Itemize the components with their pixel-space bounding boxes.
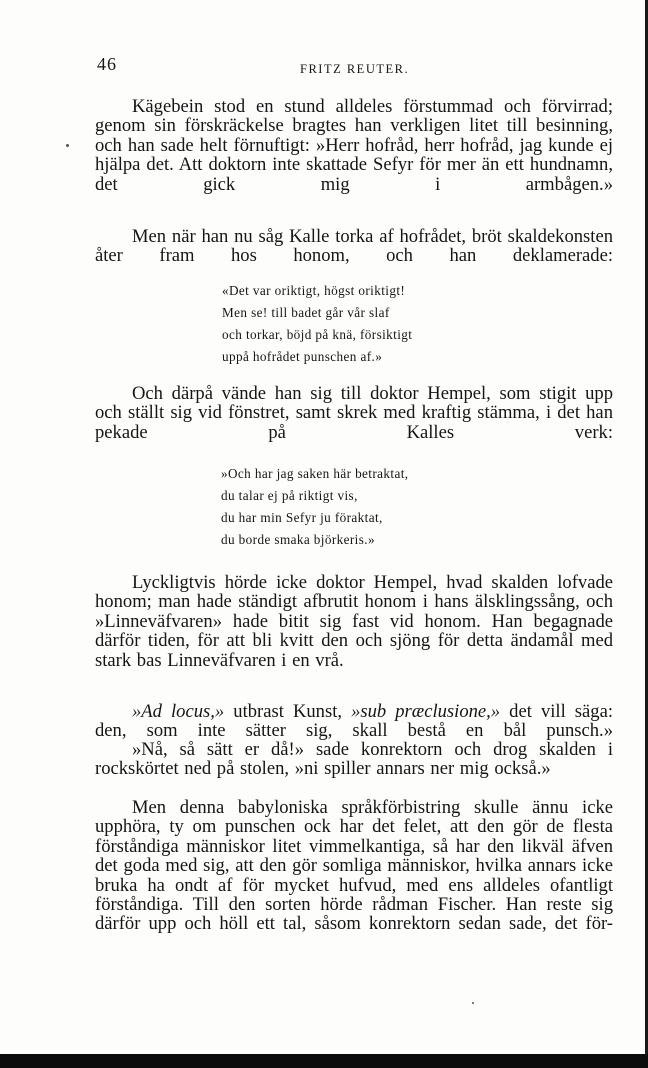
paragraph-4: Lyckligtvis hörde icke doktor Hempel, hvad skalden lofvade honom; man hade ständigt afbrutit honom i hans älsklingssång, och »Linneväfvaren» hade bitit sig fast vid honom. Han begagnade därför tiden, för att bli kvitt den och sjöng för detta ändamål med stark bas Linneväfvaren i en vrå. [95, 572, 613, 671]
paragraph-7: Men denna babyloniska språkförbistring skulle ännu icke upphöra, ty om punschen ock har det felet, att den gör de flesta förståndiga människor litet vimmelkantiga, så har den likväl äfven det goda med sig, att den gör somliga människor, hvilka annars icke bruka ha ondt af för mycket hufvud, med ens alldeles ofantligt förståndiga. Till den sorten hörde rådman Fischer. Han reste sig därför upp och höll ett tal, såsom konrektorn sedan sade, det för- [95, 797, 613, 935]
paragraph-text: utbrast Kunst, [224, 701, 352, 722]
verse-line: du har min Sefyr ju föraktat, [221, 510, 383, 525]
verse-line: uppå hofrådet punschen af.» [222, 349, 383, 364]
running-head: FRITZ REUTER. [300, 62, 410, 76]
paragraph-text: det vill säga: den, som inte sätter sig, skall bestå en bål punsch.» [95, 701, 613, 742]
ink-speck [66, 144, 69, 147]
latin-phrase: »Ad locus,» [132, 701, 225, 722]
verse-line: «Det var oriktigt, högst oriktigt! [222, 283, 406, 298]
verse-line: »Och har jag saken här betraktat, [221, 466, 409, 481]
paragraph-6: »Nå, så sätt er då!» sade konrektorn och drog skalden i rockskörtet ned på stolen, »ni spiller annars ner mig också.» [95, 739, 613, 780]
verse-line: du talar ej på riktigt vis, [221, 488, 358, 503]
verse-stanza-2 [221, 463, 409, 551]
scan-edge-bottom [0, 1054, 648, 1068]
paragraph-2: Men när han nu såg Kalle torka af hofrådet, bröt skaldekonsten åter fram hos honom, och han deklamerade: [95, 226, 613, 267]
verse-line: och torkar, böjd på knä, försiktigt [222, 327, 413, 342]
verse-stanza-1 [222, 280, 412, 368]
paragraph-3: Och därpå vände han sig till doktor Hempel, som stigit upp och ställt sig vid fönstret, samt skrek med kraftig stämma, i det han pekade på Kalles verk: [95, 383, 613, 443]
verse-line: du borde smaka björkeris.» [221, 532, 375, 547]
paragraph-5 [95, 702, 613, 741]
paragraph-1: Kägebein stod en stund alldeles förstummad och förvirrad; genom sin förskräckelse bragtes han verkligen litet till besinning, och han sade helt förnuftigt: »Herr hofråd, herr hofråd, jag kunde ej hjälpa det. Att doktorn inte skattade Sefyr för mer än ett hundnamn, det gick mig i armbågen.» [95, 96, 613, 195]
verse-line: Men se! till badet går vår slaf [222, 305, 390, 320]
ink-speck [472, 1002, 474, 1004]
latin-phrase: »sub præclusione,» [351, 701, 501, 722]
page-number: 46 [97, 54, 117, 74]
